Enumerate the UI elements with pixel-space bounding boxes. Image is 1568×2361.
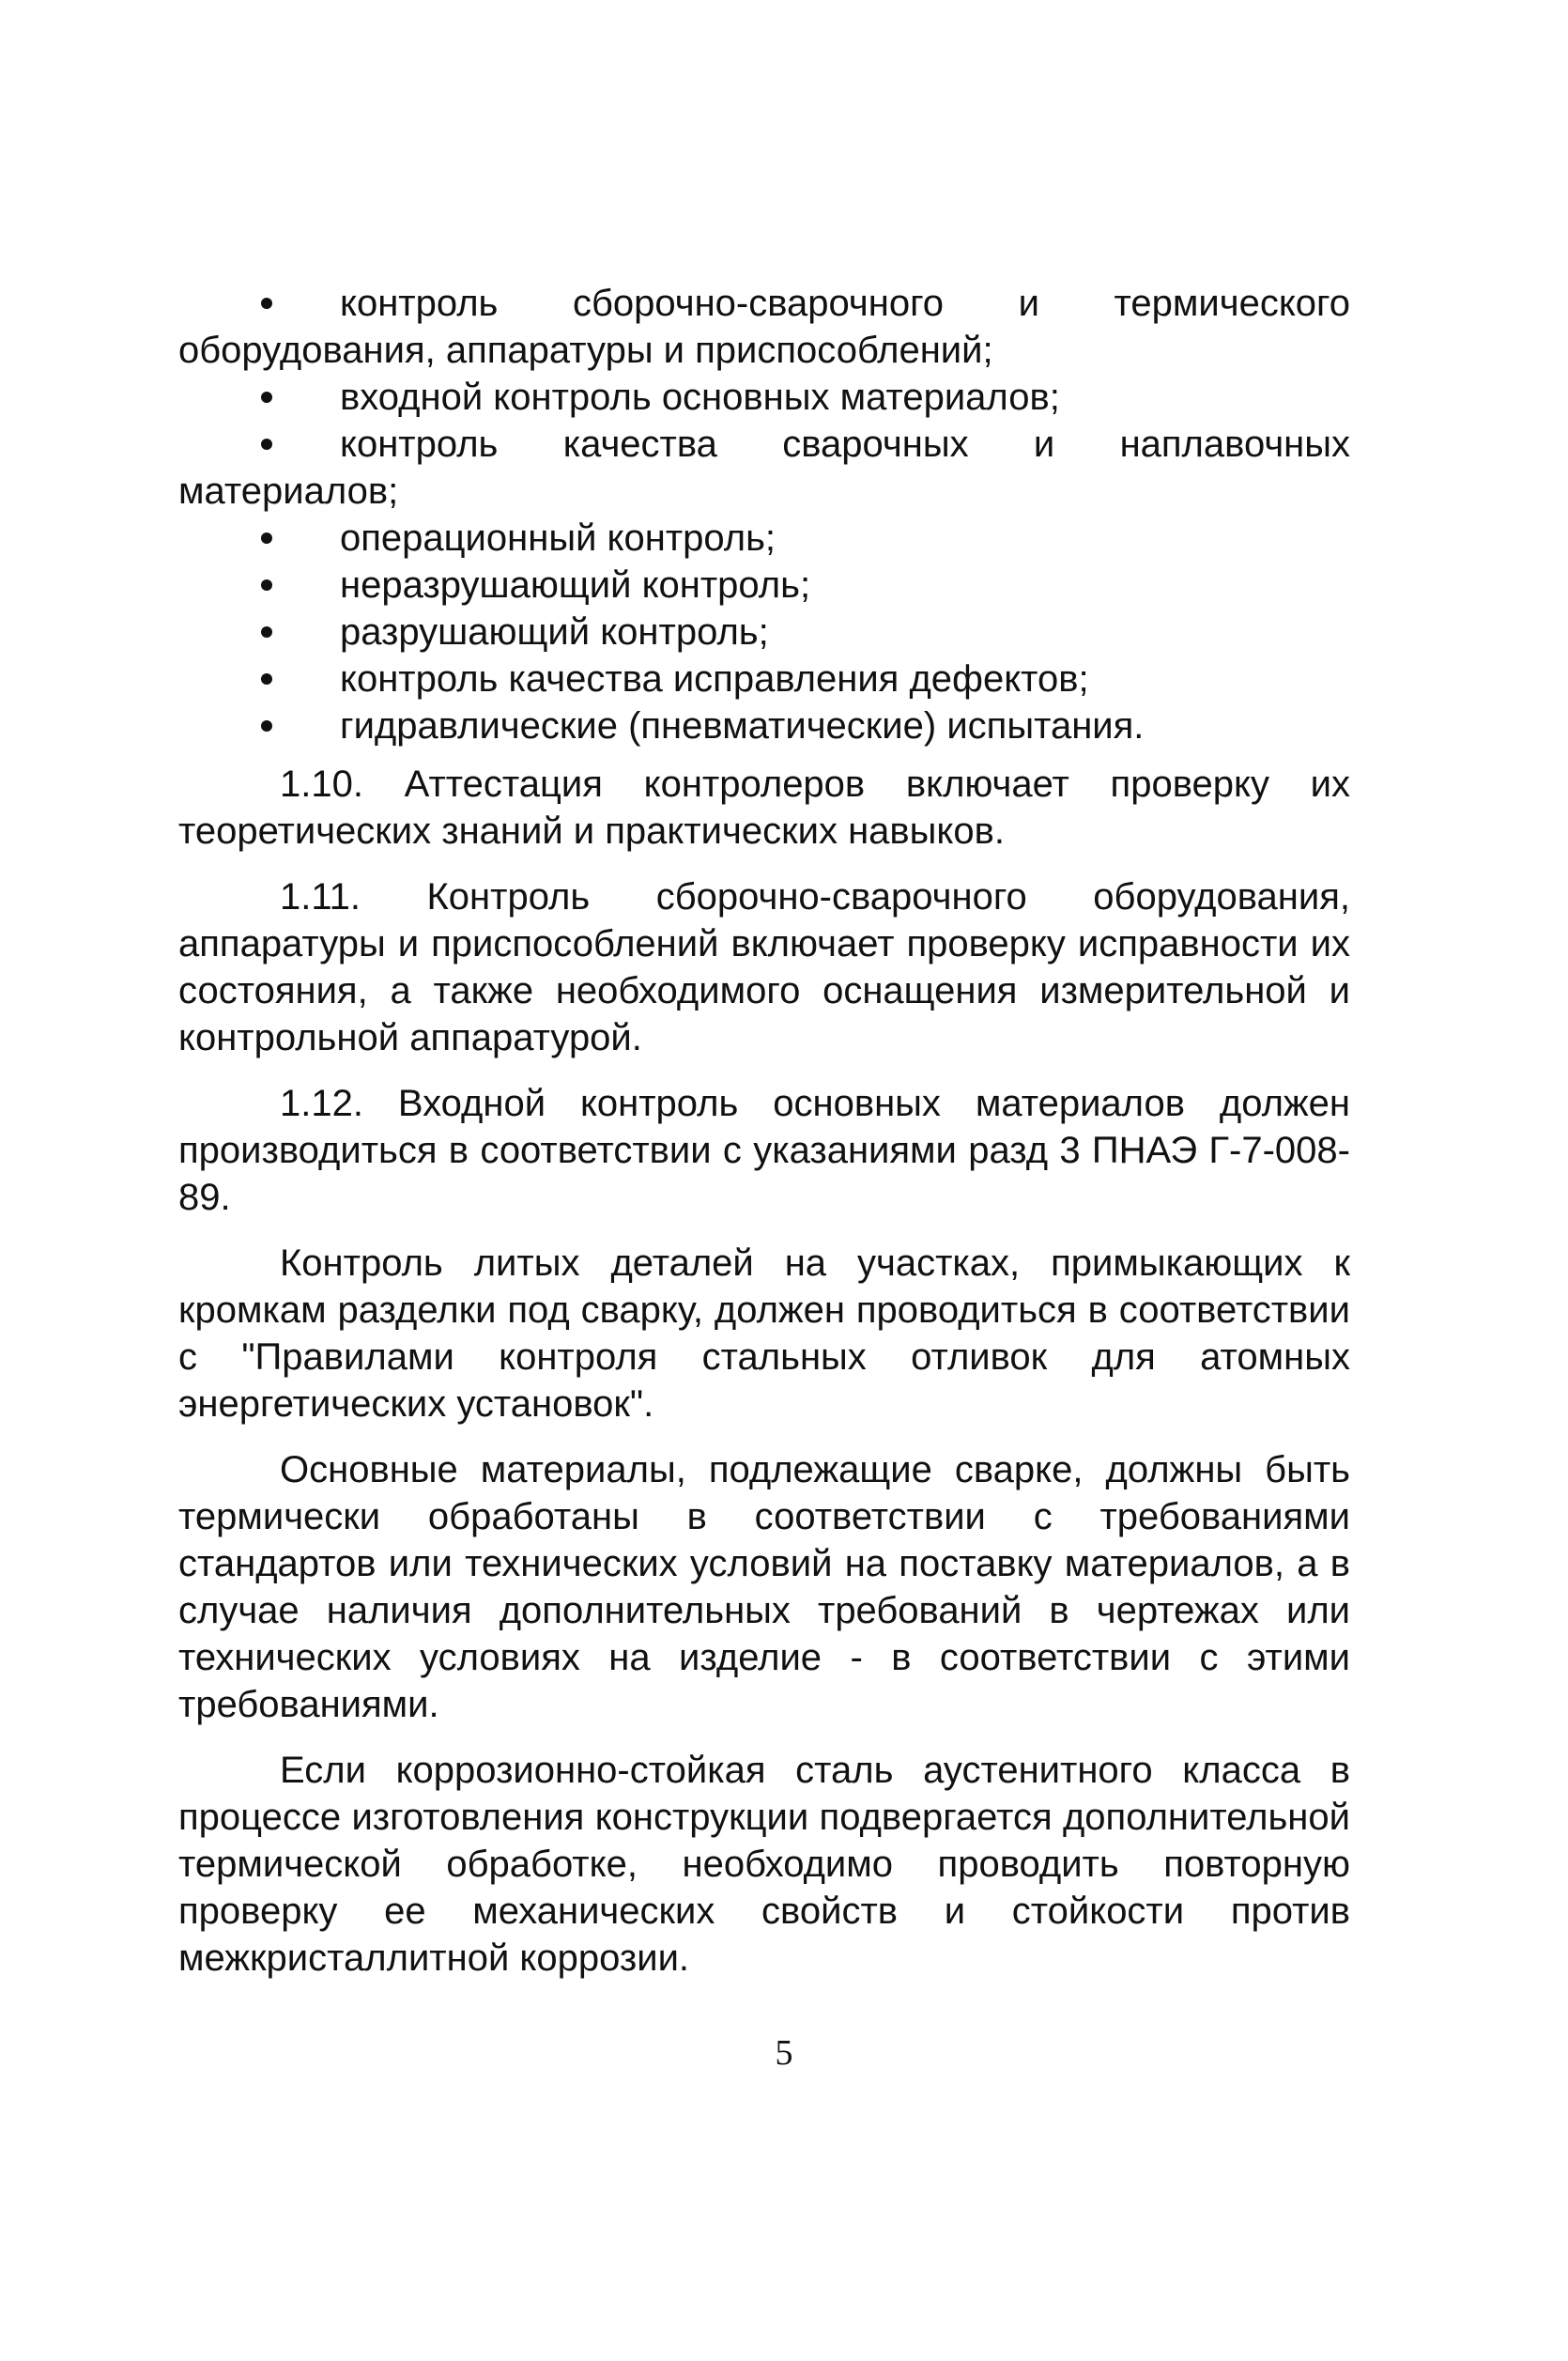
- paragraph-austenitic-steel: Если коррозионно-стойкая сталь аустенитного класса в процессе изготовления конструкции подвергается дополнительной термической обработке, необходимо проводить повторную проверку ее механических свойств и стойкости против межкристаллитной коррозии.: [178, 1750, 1350, 1979]
- paragraph-cast-parts: Контроль литых деталей на участках, примыкающих к кромкам разделки под сварку, должен проводиться в соответствии с "Правилами контроля стальных отливок для атомных энергетических установок".: [178, 1242, 1350, 1425]
- bullet-icon: [261, 392, 272, 403]
- list-item-text: контроль качества сварочных и наплавочных материалов;: [178, 424, 1350, 512]
- list-item-text: неразрушающий контроль;: [340, 564, 811, 606]
- list-item: [178, 421, 1350, 515]
- paragraph-1-12: 1.12. Входной контроль основных материалов должен производиться в соответствии с указаниями разд 3 ПНАЭ Г-7-008-89.: [178, 1083, 1350, 1218]
- page-number: 5: [775, 2033, 793, 2073]
- list-item-text: входной контроль основных материалов;: [340, 377, 1060, 418]
- bullet-list: [178, 280, 1350, 749]
- list-item: [178, 609, 1350, 656]
- list-item: [178, 656, 1350, 702]
- list-item-text: гидравлические (пневматические) испытания.: [340, 705, 1145, 747]
- list-item: [178, 374, 1350, 421]
- list-item: [178, 562, 1350, 609]
- list-item-text: операционный контроль;: [340, 517, 776, 559]
- bullet-icon: [261, 626, 272, 638]
- list-item: [178, 515, 1350, 562]
- list-item: [178, 702, 1350, 749]
- list-item: [178, 280, 1350, 374]
- paragraph-1-10: 1.10. Аттестация контролеров включает проверку их теоретических знаний и практических навыков.: [178, 764, 1350, 852]
- bullet-icon: [261, 298, 272, 309]
- bullet-icon: [261, 579, 272, 591]
- paragraph-1-11: 1.11. Контроль сборочно-сварочного оборудования, аппаратуры и приспособлений включает проверку исправности их состояния, а также необходимого оснащения измерительной и контрольной аппаратурой.: [178, 876, 1350, 1058]
- paragraph-heat-treatment: Основные материалы, подлежащие сварке, должны быть термически обработаны в соответствии с требованиями стандартов или технических условий на поставку материалов, а в случае наличия дополнительных требований в чертежах или технических условиях на изделие - в соответствии с этими требованиями.: [178, 1449, 1350, 1725]
- document-page: [178, 280, 1350, 1982]
- list-item-text: разрушающий контроль;: [340, 611, 769, 653]
- list-item-text: контроль сборочно-сварочного и термического оборудования, аппаратуры и приспособлений;: [178, 283, 1350, 371]
- bullet-icon: [261, 439, 272, 450]
- bullet-icon: [261, 720, 272, 732]
- bullet-icon: [261, 532, 272, 544]
- bullet-icon: [261, 673, 272, 685]
- list-item-text: контроль качества исправления дефектов;: [340, 658, 1089, 700]
